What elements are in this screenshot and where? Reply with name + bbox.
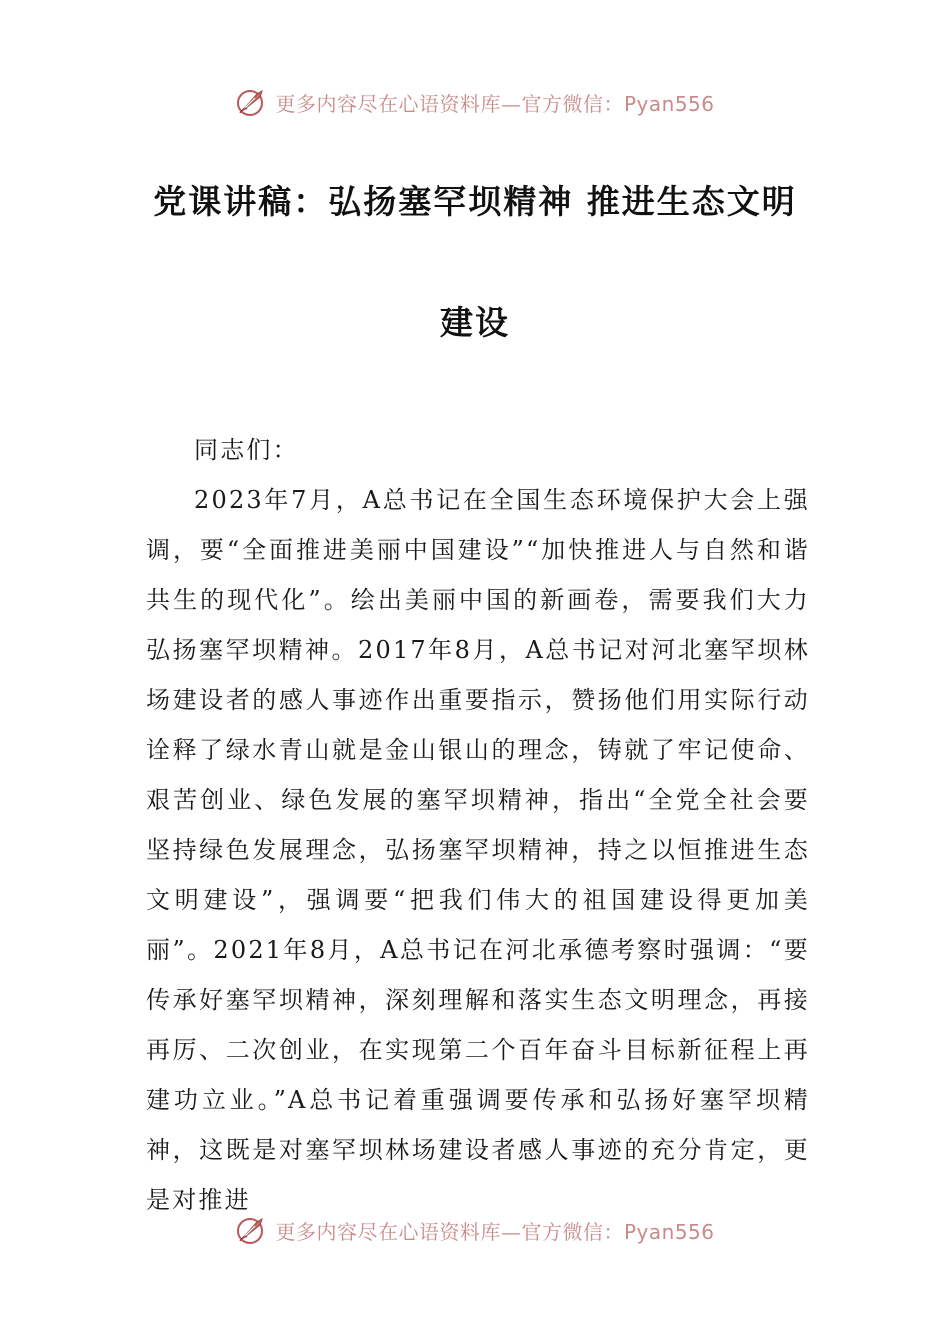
header-watermark-banner [0,82,950,122]
document-body [146,425,810,1225]
document-title-line2: 建设 [440,303,510,342]
quill-pen-icon [235,1214,267,1246]
body-paragraph: 2023年7月，A总书记在全国生态环境保护大会上强调，要“全面推进美丽中国建设”“加快推进人与自然和谐共生的现代化”。绘出美丽中国的新画卷，需要我们大力弘扬塞罕坝精神。2017年8月，A总书记对河北塞罕坝林场建设者的感人事迹作出重要指示，赞扬他们用实际行动诠释了绿水青山就是金山银山的理念，铸就了牢记使命、艰苦创业、绿色发展的塞罕坝精神，指出“全党全社会要坚持绿色发展理念，弘扬塞罕坝精神，持之以恒推进生态文明建设”，强调要“把我们伟大的祖国建设得更加美丽”。2021年8月，A总书记在河北承德考察时强调：“要传承好塞罕坝精神，深刻理解和落实生态文明理念，再接再厉、二次创业，在实现第二个百年奋斗目标新征程上再建功立业。”A总书记着重强调要传承和弘扬好塞罕坝精神，这既是对塞罕坝林场建设者感人事迹的充分肯定，更是对推进 [146,486,810,1214]
footer-watermark-banner [0,1210,950,1250]
document-title-line1: 党课讲稿：弘扬塞罕坝精神 推进生态文明 [153,182,797,221]
footer-watermark-text [275,1216,714,1245]
wechat-id: Pyan556 [623,1219,715,1244]
header-watermark-text [275,88,714,117]
wechat-id: Pyan556 [623,91,715,116]
salutation: 同志们： [194,436,299,464]
watermark-label: 更多内容尽在心语资料库—官方微信： [275,1219,624,1244]
quill-pen-icon [235,86,267,118]
watermark-label: 更多内容尽在心语资料库—官方微信： [275,91,624,116]
